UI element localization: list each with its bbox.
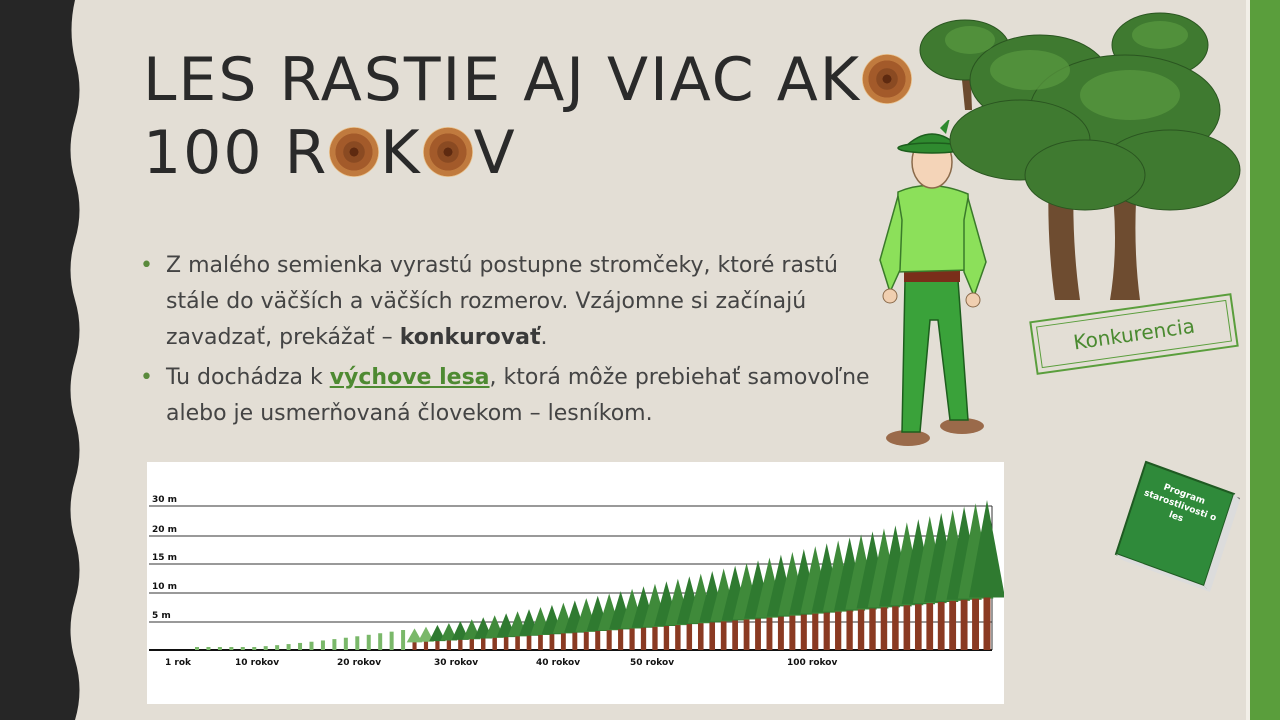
y-tick-label: 20 m (152, 525, 178, 535)
decorative-left-band (0, 0, 100, 720)
growth-diagram-svg (147, 462, 1004, 704)
x-tick-label: 50 rokov (630, 658, 675, 668)
x-tick-label: 40 rokov (536, 658, 581, 668)
bullet-icon: • (140, 365, 153, 390)
bullet-text: Z malého semienka vyrastú postupne stromčeky, ktoré rastú stále do väčších a väčších rozmerov. Vzájomne si začínajú zavadzať, prekážať – (166, 253, 838, 350)
tree-mark (355, 636, 359, 650)
bullet-item-1 (140, 248, 880, 356)
bullet-bold-keyword: konkurovať (399, 325, 541, 350)
title-line-1 (143, 45, 913, 115)
title-text-2c: V (473, 118, 517, 188)
book-title: Program starostlivosti o les (1142, 482, 1218, 525)
trees-illustration (910, 0, 1255, 310)
vychova-lesa-link[interactable]: výchove lesa (329, 365, 490, 390)
bullet-text: Tu dochádza k (166, 365, 330, 390)
tree-mark (309, 642, 313, 650)
tree-mark (252, 647, 256, 650)
tree-ring-icon (423, 127, 473, 177)
x-tick-label: 20 rokov (337, 658, 382, 668)
bullet-text: . (540, 325, 548, 350)
bullet-icon: • (140, 253, 153, 278)
bullet-list (140, 248, 880, 436)
tree-mark (390, 632, 394, 650)
tree-mark (229, 647, 233, 650)
y-tick-label: 5 m (152, 611, 171, 621)
bullet-text: , ktorá môže prebiehať samovoľne alebo je usmerňovaná človekom – lesníkom. (166, 365, 870, 426)
tree-mark (218, 647, 222, 650)
x-tick-label: 30 rokov (434, 658, 479, 668)
tree-mark (195, 647, 199, 650)
tree-mark (344, 638, 348, 650)
tree-mark (298, 643, 302, 650)
y-tick-label: 10 m (152, 582, 178, 592)
stamp-label: Konkurencia (1036, 300, 1232, 368)
bullet-item-2 (140, 360, 880, 432)
tree-mark (367, 635, 371, 650)
x-tick-label: 100 rokov (787, 658, 838, 668)
y-tick-label: 15 m (152, 553, 178, 563)
title-text-1: LES RASTIE AJ VIAC AK (143, 45, 862, 115)
tree-mark (206, 647, 210, 650)
y-tick-label: 30 m (152, 495, 178, 505)
tree-mark (275, 645, 279, 650)
tree-mark (401, 630, 405, 650)
title-text-2a: 100 R (143, 118, 329, 188)
tree-mark (241, 647, 245, 650)
tree-mark (332, 639, 336, 650)
tree-mark (287, 644, 291, 650)
tree-ring-icon (862, 54, 912, 104)
book-icon[interactable] (1112, 460, 1242, 595)
title-line-2 (143, 118, 517, 188)
x-tick-label: 1 rok (165, 658, 192, 668)
tree-mark (378, 633, 382, 650)
tree-mark (264, 646, 268, 650)
tree-ring-icon (329, 127, 379, 177)
forest-growth-diagram (147, 462, 1004, 704)
title-text-2b: K (380, 118, 422, 188)
x-tick-label: 10 rokov (235, 658, 280, 668)
tree-mark (321, 640, 325, 650)
